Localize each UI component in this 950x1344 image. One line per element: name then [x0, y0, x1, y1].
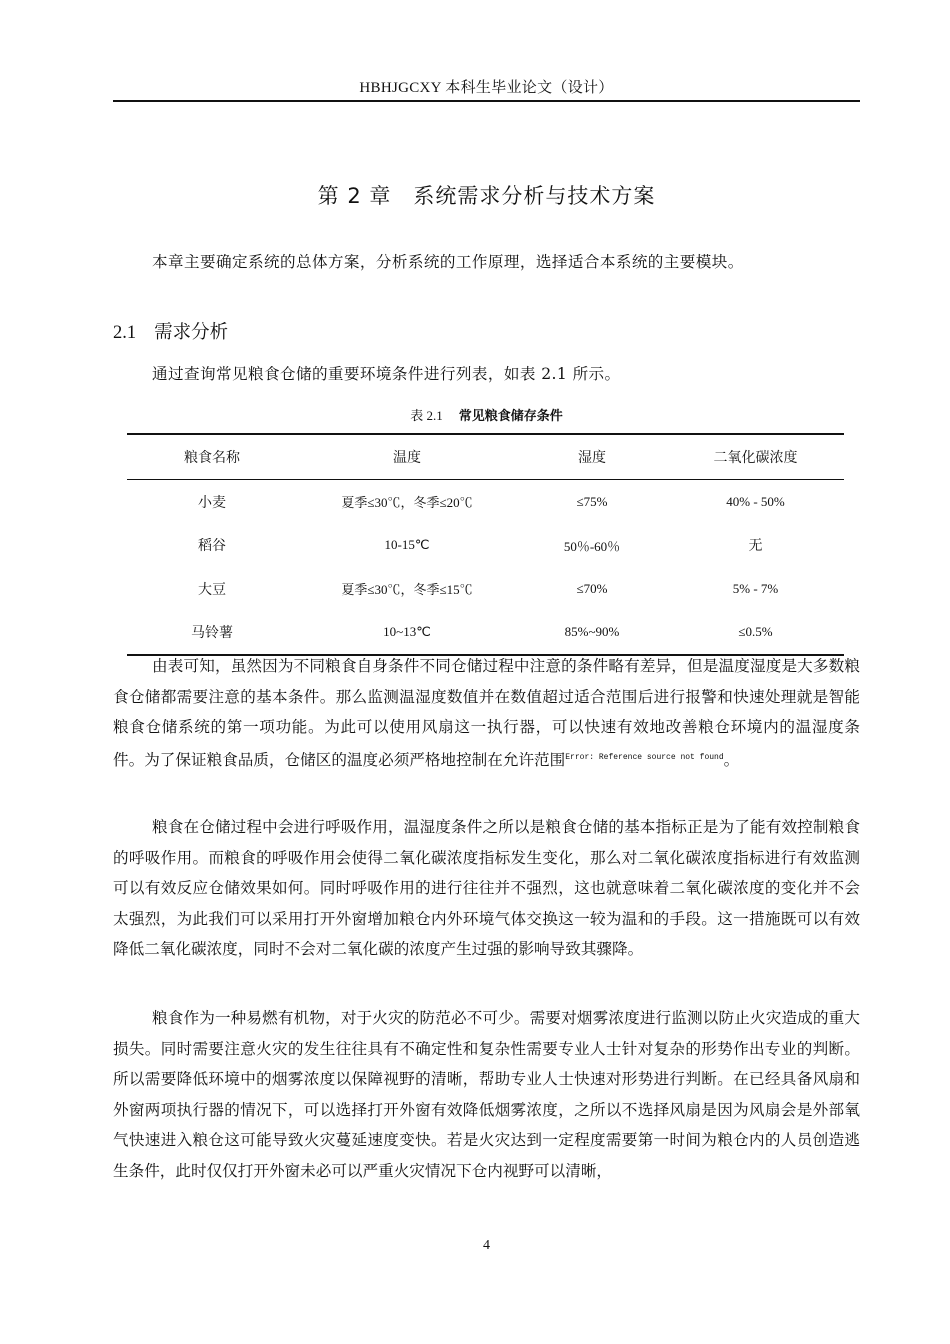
- chapter-title-text: 系统需求分析与技术方案: [413, 184, 656, 208]
- table-row: [127, 524, 844, 568]
- chapter-intro: 本章主要确定系统的总体方案，分析系统的工作原理，选择适合本系统的主要模块。: [152, 253, 744, 271]
- cell-temperature: 10~13℃: [383, 624, 431, 640]
- column-header: 粮食名称: [184, 450, 240, 466]
- cell-humidity: ≤75%: [576, 493, 608, 509]
- cell-humidity: 50％-60％: [563, 538, 621, 554]
- table-row: [127, 611, 844, 656]
- cell-grain-name: 小麦: [198, 494, 226, 511]
- cell-grain-name: 稻谷: [198, 538, 226, 555]
- cell-humidity: ≤70%: [576, 580, 608, 596]
- section-number: 2.1: [113, 323, 137, 343]
- table-caption-title: 常见粮食储存条件: [458, 409, 563, 424]
- cell-grain-name: 大豆: [198, 581, 226, 598]
- cell-temperature: 夏季≤30℃，冬季≤15℃: [341, 582, 473, 598]
- cell-humidity: 85%~90%: [564, 624, 620, 640]
- cell-co2: 无: [748, 538, 763, 555]
- paragraph-2-text: 粮食在仓储过程中会进行呼吸作用，温湿度条件之所以是粮食仓储的基本指标正是为了能有效控制粮食的呼吸作用。而粮食的呼吸作用会使得二氧化碳浓度指标发生变化，那么对二氧化碳浓度指标进行有效监测可以有效反应仓储效果如何。同时呼吸作用的进行往往并不强烈，这也就意味着二氧化碳浓度的变化并不会太强烈，为此我们可以采用打开外窗增加粮仓内外环境气体交换这一较为温和的手段。这一措施既可以有效降低二氧化碳浓度，同时不会对二氧化碳的浓度产生过强的影响导致其骤降。: [113, 818, 860, 958]
- chapter-number: 第 2 章: [317, 184, 392, 208]
- table-caption-number: 表 2.1: [410, 408, 443, 423]
- paragraph-1-text: 由表可知，虽然因为不同粮食自身条件不同仓储过程中注意的条件略有差异，但是温度湿度是大多数粮食仓储都需要注意的基本条件。那么监测温湿度数值并在数值超过适合范围后进行报警和快速处理就是智能粮食仓储系统的第一项功能。为此可以使用风扇这一执行器，可以快速有效地改善粮仓环境内的温湿度条件。为了保证粮食品质，仓储区的温度必须严格地控制在允许范围: [113, 657, 860, 769]
- table-row: [127, 567, 844, 611]
- running-header: HBHJGCXY 本科生毕业论文（设计）: [359, 80, 614, 96]
- cell-grain-name: 马铃薯: [191, 625, 233, 642]
- cell-co2: ≤0.5%: [738, 624, 773, 640]
- chapter-title: [113, 180, 860, 210]
- cell-temperature: 夏季≤30℃，冬季≤20℃: [341, 495, 473, 511]
- table-row: [127, 480, 844, 524]
- grain-storage-table: [127, 433, 844, 656]
- header-rule: [113, 100, 860, 102]
- cell-temperature: 10-15℃: [384, 537, 430, 553]
- section-intro: 通过查询常见粮食仓储的重要环境条件进行列表，如表 2.1 所示。: [152, 365, 621, 383]
- paragraph-3-text: 粮食作为一种易燃有机物，对于火灾的防范必不可少。需要对烟雾浓度进行监测以防止火灾造成的重大损失。同时需要注意火灾的发生往往具有不确定性和复杂性需要专业人士针对复杂的形势作出专业的判断。所以需要降低环境中的烟雾浓度以保障视野的清晰，帮助专业人士快速对形势进行判断。在已经具备风扇和外窗两项执行器的情况下，可以选择打开外窗有效降低烟雾浓度，之所以不选择风扇是因为风扇会是外部氧气快速进入粮仓这可能导致火灾蔓延速度变快。若是火灾达到一定程度需要第一时间为粮仓内的人员创造逃生条件，此时仅仅打开外窗未必可以严重火灾情况下仓内视野可以清晰，: [113, 1009, 860, 1180]
- column-header: 二氧化碳浓度: [713, 450, 798, 466]
- section-heading: [113, 318, 228, 344]
- reference-error-note: Error: Reference source not found: [565, 752, 724, 762]
- paragraph-2: [113, 812, 860, 965]
- column-header: 温度: [393, 450, 421, 466]
- cell-co2: 5% - 7%: [732, 580, 779, 596]
- paragraph-1: [113, 651, 860, 775]
- column-header: 湿度: [578, 450, 606, 466]
- page-number: 4: [483, 1238, 490, 1253]
- paragraph-1-end: 。: [723, 750, 740, 769]
- section-title: 需求分析: [154, 322, 229, 343]
- paragraph-3: [113, 1003, 860, 1186]
- table-header-row: [127, 434, 844, 480]
- table-caption: [113, 405, 860, 424]
- cell-co2: 40% - 50%: [726, 493, 785, 509]
